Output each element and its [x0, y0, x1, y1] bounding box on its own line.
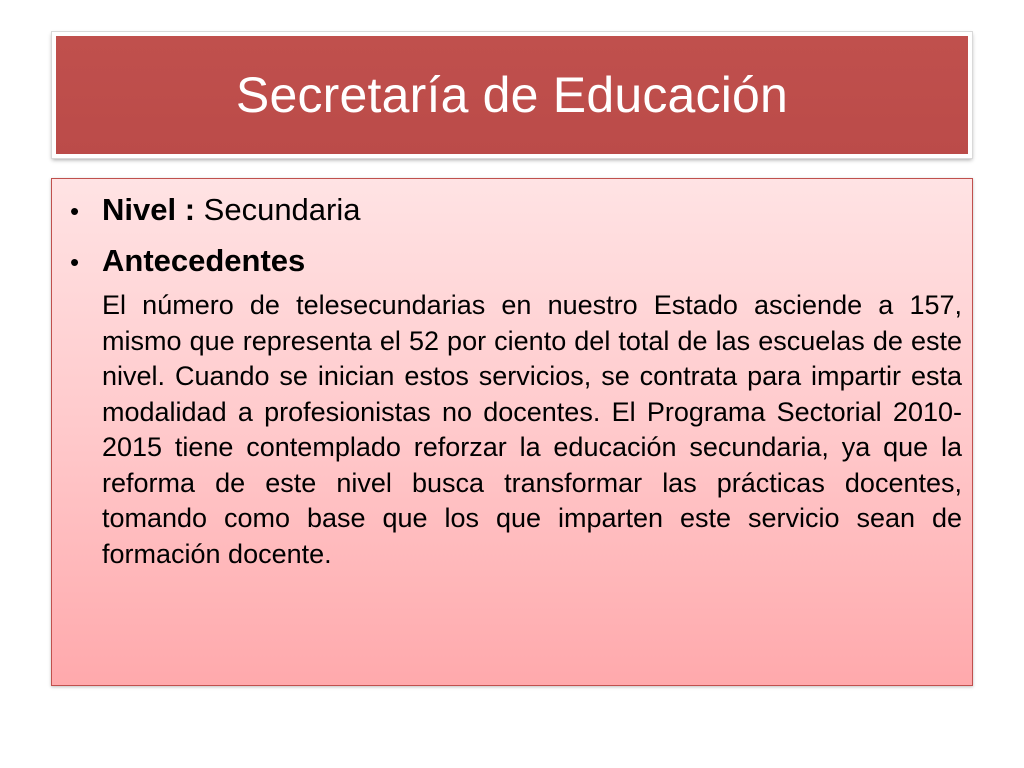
content-panel — [51, 178, 973, 686]
bullet-label-antecedentes: Antecedentes — [102, 243, 306, 278]
bullet-value-nivel: Secundaria — [203, 192, 361, 227]
bullet-antecedentes — [70, 236, 962, 287]
antecedentes-paragraph: El número de telesecundarias en nuestro Estado asciende a 157, mismo que representa el 52 por ciento del total de las escuelas de este nivel. Cuando se inician estos servicios, se contrata para impartir esta modalidad a profesionistas no docentes. El Programa Sectorial 2010-2015 tiene contemplado reforzar la educación secundaria, ya que la reforma de este nivel busca transformar las prácticas docentes, tomando como base que los que imparten este servicio sean de formación docente. — [102, 290, 962, 569]
bullet-dot-icon: • — [70, 196, 80, 226]
title-banner — [52, 32, 972, 158]
slide-title: Secretaría de Educación — [235, 67, 789, 123]
bullet-nivel — [70, 185, 962, 236]
bullet-label-nivel: Nivel : — [102, 192, 196, 227]
bullet-dot-icon: • — [70, 247, 80, 277]
